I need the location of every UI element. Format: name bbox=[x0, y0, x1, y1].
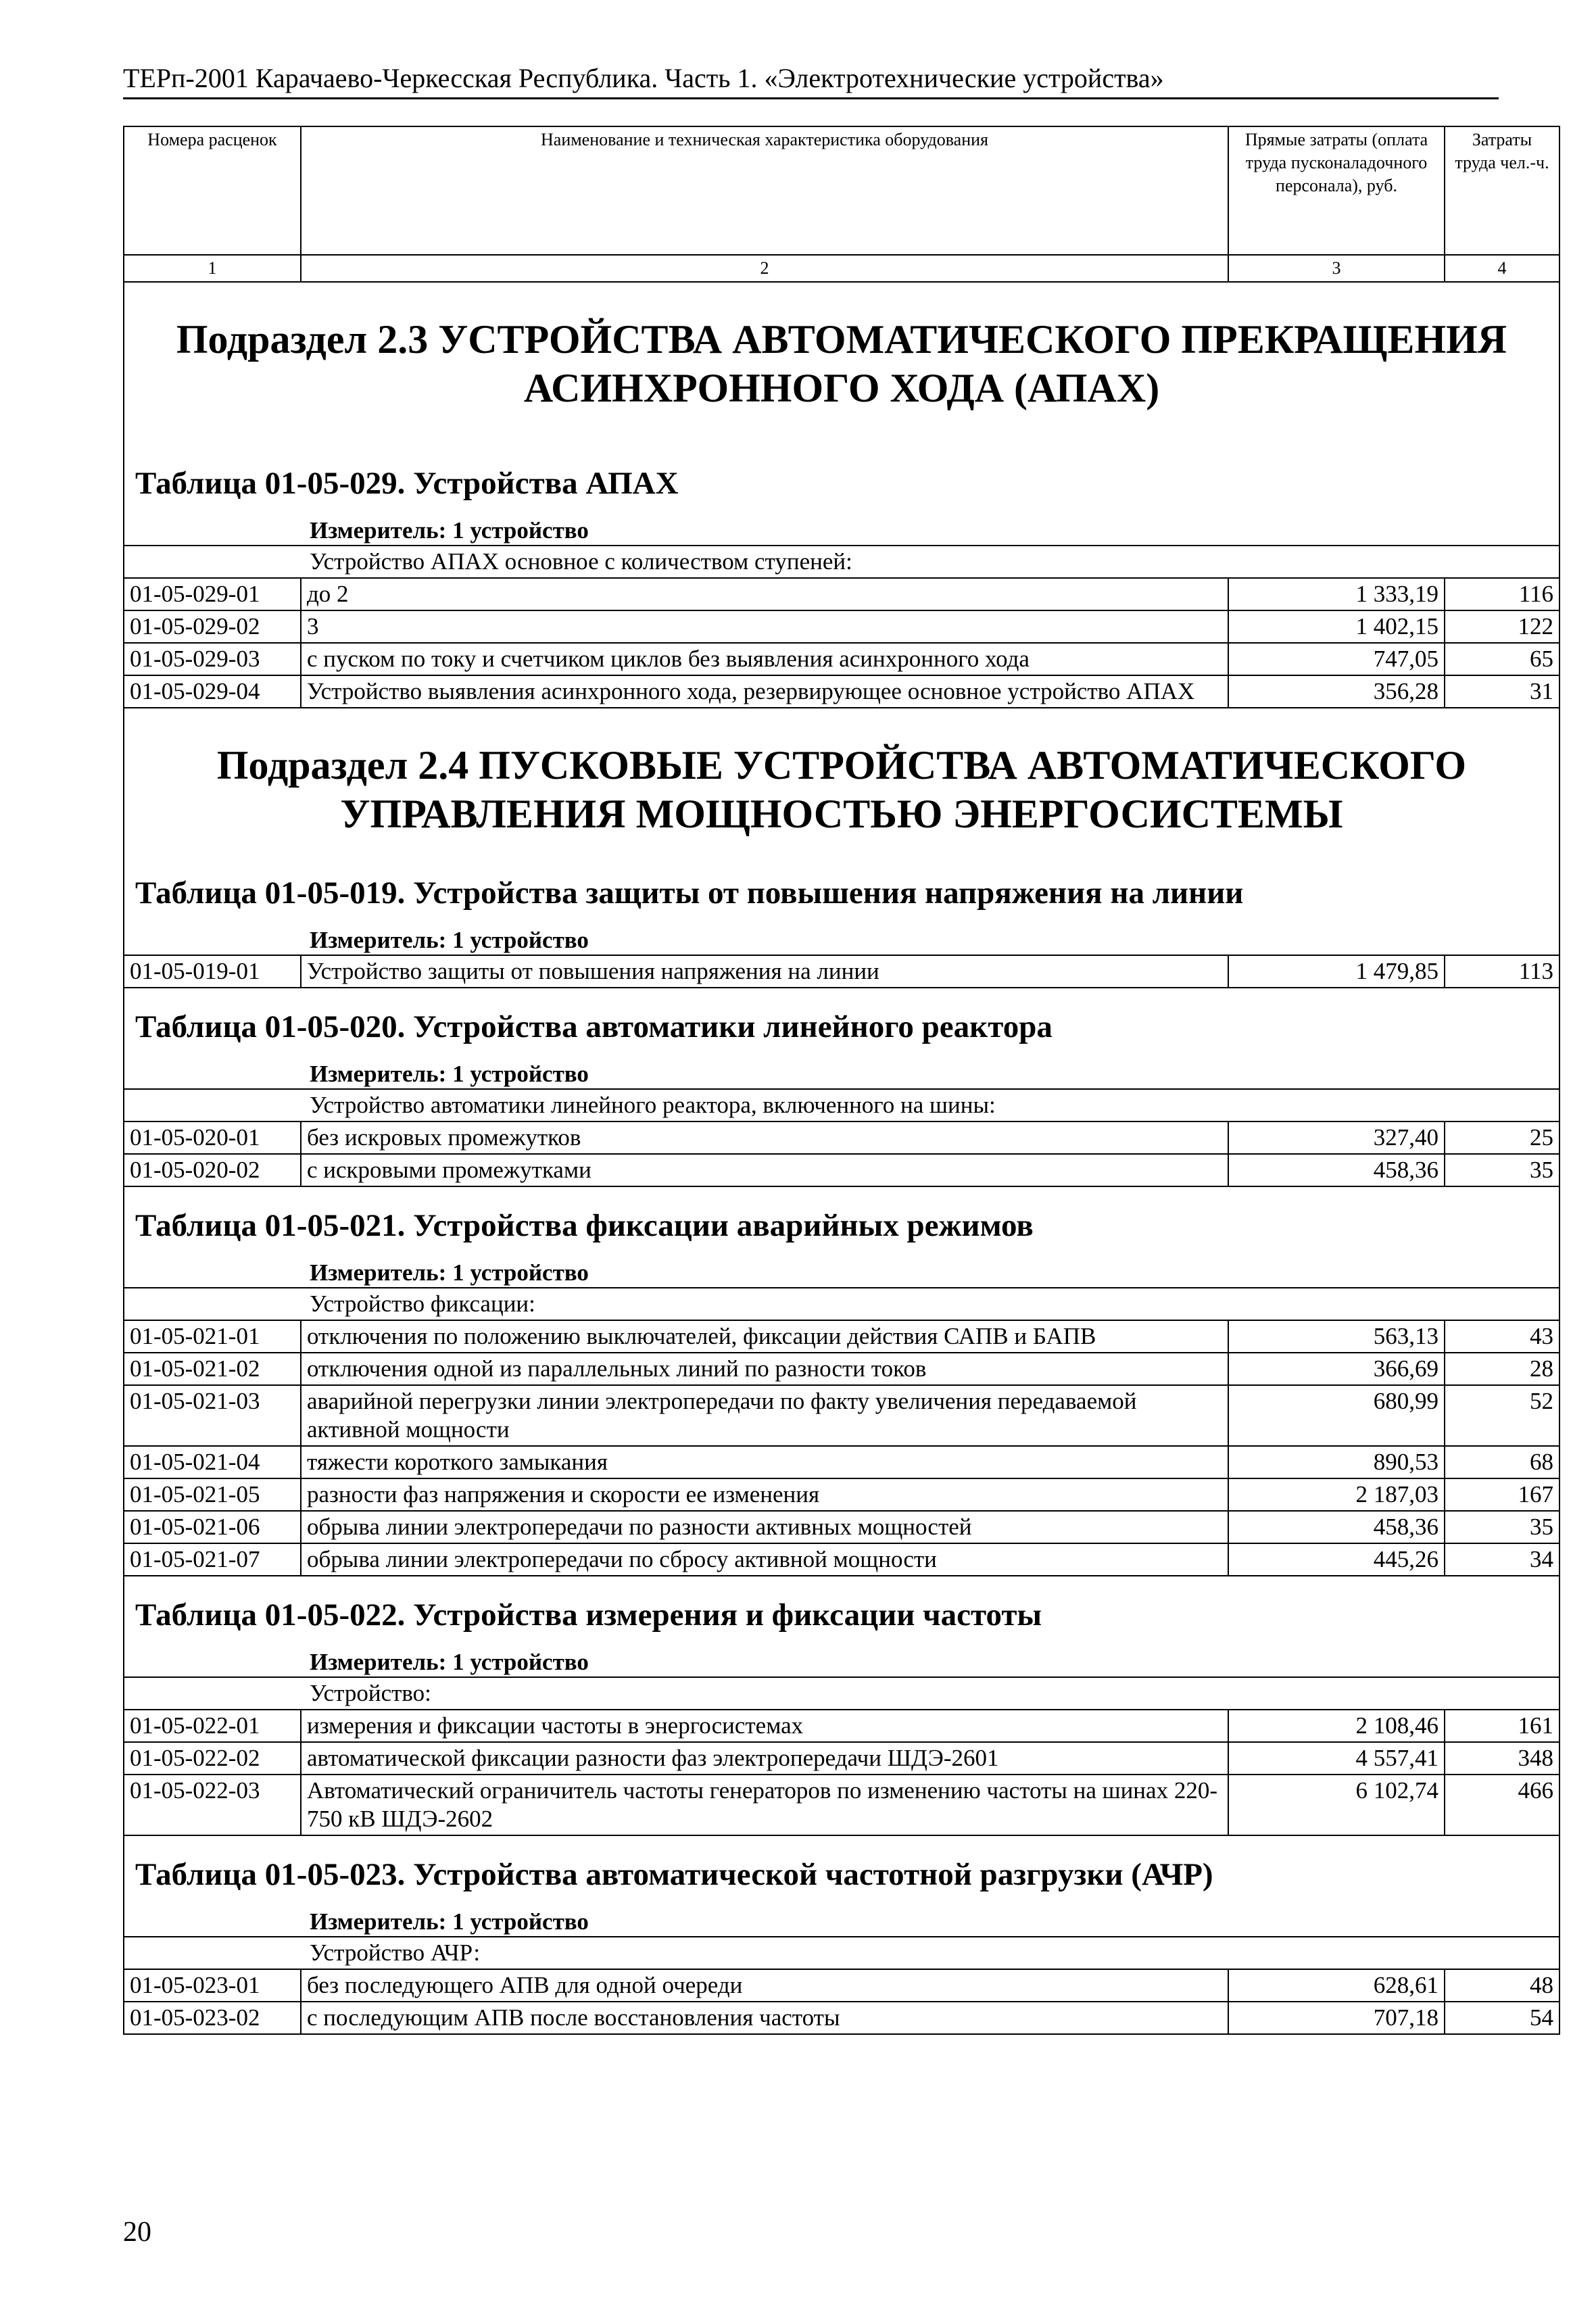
rate-name: с пуском по току и счетчиком циклов без выявления асинхронного хода bbox=[301, 643, 1228, 675]
measure-row bbox=[124, 926, 1559, 955]
group-row bbox=[124, 1288, 1559, 1320]
rate-code: 01-05-029-04 bbox=[124, 675, 301, 708]
rate-name: Устройство защиты от повышения напряжения на линии bbox=[301, 955, 1228, 988]
table-row bbox=[124, 578, 1559, 610]
rate-name: отключения одной из параллельных линий по разности токов bbox=[301, 1353, 1228, 1385]
table-title-row bbox=[124, 988, 1559, 1060]
rate-labor: 25 bbox=[1445, 1121, 1559, 1154]
rate-labor: 348 bbox=[1445, 1742, 1559, 1775]
section-title: Подраздел 2.4 ПУСКОВЫЕ УСТРОЙСТВА АВТОМАТИЧЕСКОГО УПРАВЛЕНИЯ МОЩНОСТЬЮ ЭНЕРГОСИСТЕМЫ bbox=[124, 708, 1559, 860]
rate-price: 458,36 bbox=[1228, 1511, 1445, 1543]
rate-name: 3 bbox=[301, 610, 1228, 643]
price-table bbox=[123, 126, 1560, 2035]
section-heading-row bbox=[124, 708, 1559, 860]
header-code: Номера расценок bbox=[124, 126, 301, 255]
measure-row bbox=[124, 1259, 1559, 1288]
section-heading-row bbox=[124, 282, 1559, 434]
rate-code: 01-05-023-01 bbox=[124, 1969, 301, 2002]
rate-price: 458,36 bbox=[1228, 1154, 1445, 1186]
table-title: Таблица 01-05-021. Устройства фиксации аварийных режимов bbox=[124, 1186, 1559, 1259]
measure-label: Измеритель: 1 устройство bbox=[310, 1908, 589, 1935]
rate-price: 356,28 bbox=[1228, 675, 1445, 708]
measure-label: Измеритель: 1 устройство bbox=[310, 927, 589, 953]
group-row bbox=[124, 1937, 1559, 1969]
rate-code: 01-05-019-01 bbox=[124, 955, 301, 988]
table-row bbox=[124, 1446, 1559, 1478]
table-title: Таблица 01-05-029. Устройства АПАХ bbox=[124, 434, 1559, 516]
table-row bbox=[124, 1154, 1559, 1186]
rate-price: 1 479,85 bbox=[1228, 955, 1445, 988]
rate-price: 563,13 bbox=[1228, 1320, 1445, 1353]
rate-price: 2 187,03 bbox=[1228, 1478, 1445, 1511]
table-row bbox=[124, 1775, 1559, 1835]
rate-code: 01-05-020-01 bbox=[124, 1121, 301, 1154]
rate-labor: 466 bbox=[1445, 1775, 1559, 1835]
table-row bbox=[124, 1385, 1559, 1446]
column-number: 4 bbox=[1445, 255, 1559, 282]
measure-label: Измеритель: 1 устройство bbox=[310, 1259, 589, 1286]
table-title-row bbox=[124, 1835, 1559, 1908]
price-table-document bbox=[123, 126, 1559, 2035]
table-row bbox=[124, 1478, 1559, 1511]
table-header-row bbox=[124, 126, 1559, 255]
rate-code: 01-05-022-01 bbox=[124, 1710, 301, 1742]
table-row bbox=[124, 1511, 1559, 1543]
rate-labor: 28 bbox=[1445, 1353, 1559, 1385]
rate-name: обрыва линии электропередачи по сбросу активной мощности bbox=[301, 1543, 1228, 1576]
rate-code: 01-05-029-01 bbox=[124, 578, 301, 610]
rate-code: 01-05-021-01 bbox=[124, 1320, 301, 1353]
rate-name: без последующего АПВ для одной очереди bbox=[301, 1969, 1228, 2002]
page-header: ТЕРп-2001 Карачаево-Черкесская Республика. Часть 1. «Электротехнические устройства» bbox=[123, 62, 1499, 99]
column-number: 3 bbox=[1228, 255, 1445, 282]
rate-price: 1 402,15 bbox=[1228, 610, 1445, 643]
group-label: Устройство фиксации: bbox=[124, 1288, 1559, 1320]
rate-code: 01-05-021-05 bbox=[124, 1478, 301, 1511]
group-label: Устройство АПАХ основное с количеством ступеней: bbox=[124, 546, 1559, 578]
table-row bbox=[124, 643, 1559, 675]
rate-code: 01-05-021-02 bbox=[124, 1353, 301, 1385]
rate-price: 445,26 bbox=[1228, 1543, 1445, 1576]
rate-name: с последующим АПВ после восстановления частоты bbox=[301, 2002, 1228, 2034]
table-row bbox=[124, 1320, 1559, 1353]
rate-price: 890,53 bbox=[1228, 1446, 1445, 1478]
table-title-row bbox=[124, 860, 1559, 926]
rate-code: 01-05-022-03 bbox=[124, 1775, 301, 1835]
header-price: Прямые затраты (оплата труда пусконаладочного персонала), руб. bbox=[1228, 126, 1445, 255]
rate-price: 680,99 bbox=[1228, 1385, 1445, 1446]
rate-name: тяжести короткого замыкания bbox=[301, 1446, 1228, 1478]
table-row bbox=[124, 1742, 1559, 1775]
rate-name: аварийной перегрузки линии электропередачи по факту увеличения передаваемой активной мощности bbox=[301, 1385, 1228, 1446]
rate-name: обрыва линии электропередачи по разности активных мощностей bbox=[301, 1511, 1228, 1543]
rate-labor: 68 bbox=[1445, 1446, 1559, 1478]
measure-label: Измеритель: 1 устройство bbox=[310, 1649, 589, 1675]
table-row bbox=[124, 1969, 1559, 2002]
rate-labor: 122 bbox=[1445, 610, 1559, 643]
rate-labor: 65 bbox=[1445, 643, 1559, 675]
table-title-row bbox=[124, 1576, 1559, 1648]
table-row bbox=[124, 1543, 1559, 1576]
rate-price: 4 557,41 bbox=[1228, 1742, 1445, 1775]
rate-name: Автоматический ограничитель частоты генераторов по изменению частоты на шинах 220-750 кВ ШДЭ-2602 bbox=[301, 1775, 1228, 1835]
rate-labor: 35 bbox=[1445, 1511, 1559, 1543]
rate-name: до 2 bbox=[301, 578, 1228, 610]
rate-code: 01-05-021-07 bbox=[124, 1543, 301, 1576]
rate-labor: 54 bbox=[1445, 2002, 1559, 2034]
rate-labor: 31 bbox=[1445, 675, 1559, 708]
measure-row bbox=[124, 1648, 1559, 1677]
column-number-row bbox=[124, 255, 1559, 282]
table-row bbox=[124, 1710, 1559, 1742]
section-title: Подраздел 2.3 УСТРОЙСТВА АВТОМАТИЧЕСКОГО ПРЕКРАЩЕНИЯ АСИНХРОННОГО ХОДА (АПАХ) bbox=[124, 282, 1559, 434]
page-number: 20 bbox=[123, 2217, 151, 2248]
table-title: Таблица 01-05-020. Устройства автоматики линейного реактора bbox=[124, 988, 1559, 1060]
measure-row bbox=[124, 1908, 1559, 1937]
table-title: Таблица 01-05-019. Устройства защиты от повышения напряжения на линии bbox=[124, 860, 1559, 926]
rate-code: 01-05-020-02 bbox=[124, 1154, 301, 1186]
rate-code: 01-05-022-02 bbox=[124, 1742, 301, 1775]
rate-labor: 161 bbox=[1445, 1710, 1559, 1742]
rate-name: автоматической фиксации разности фаз электропередачи ШДЭ-2601 bbox=[301, 1742, 1228, 1775]
measure-row bbox=[124, 1060, 1559, 1089]
table-row bbox=[124, 610, 1559, 643]
table-title-row bbox=[124, 434, 1559, 516]
table-title-row bbox=[124, 1186, 1559, 1259]
rate-name: без искровых промежутков bbox=[301, 1121, 1228, 1154]
rate-code: 01-05-021-06 bbox=[124, 1511, 301, 1543]
rate-labor: 113 bbox=[1445, 955, 1559, 988]
table-row bbox=[124, 955, 1559, 988]
rate-name: разности фаз напряжения и скорости ее изменения bbox=[301, 1478, 1228, 1511]
rate-price: 707,18 bbox=[1228, 2002, 1445, 2034]
group-label: Устройство АЧР: bbox=[124, 1937, 1559, 1969]
rate-labor: 167 bbox=[1445, 1478, 1559, 1511]
rate-price: 747,05 bbox=[1228, 643, 1445, 675]
rate-labor: 34 bbox=[1445, 1543, 1559, 1576]
column-number: 1 bbox=[124, 255, 301, 282]
rate-labor: 43 bbox=[1445, 1320, 1559, 1353]
rate-name: отключения по положению выключателей, фиксации действия САПВ и БАПВ bbox=[301, 1320, 1228, 1353]
rate-code: 01-05-021-03 bbox=[124, 1385, 301, 1446]
rate-name: Устройство выявления асинхронного хода, резервирующее основное устройство АПАХ bbox=[301, 675, 1228, 708]
header-name: Наименование и техническая характеристика оборудования bbox=[301, 126, 1228, 255]
measure-label: Измеритель: 1 устройство bbox=[310, 1061, 589, 1087]
rate-price: 628,61 bbox=[1228, 1969, 1445, 2002]
rate-name: измерения и фиксации частоты в энергосистемах bbox=[301, 1710, 1228, 1742]
table-row bbox=[124, 1353, 1559, 1385]
table-title: Таблица 01-05-023. Устройства автоматической частотной разгрузки (АЧР) bbox=[124, 1835, 1559, 1908]
rate-code: 01-05-029-03 bbox=[124, 643, 301, 675]
rate-code: 01-05-021-04 bbox=[124, 1446, 301, 1478]
column-number: 2 bbox=[301, 255, 1228, 282]
rate-labor: 35 bbox=[1445, 1154, 1559, 1186]
group-label: Устройство: bbox=[124, 1677, 1559, 1710]
rate-name: с искровыми промежутками bbox=[301, 1154, 1228, 1186]
measure-row bbox=[124, 516, 1559, 546]
group-label: Устройство автоматики линейного реактора, включенного на шины: bbox=[124, 1089, 1559, 1121]
group-row bbox=[124, 1677, 1559, 1710]
rate-price: 366,69 bbox=[1228, 1353, 1445, 1385]
rate-price: 2 108,46 bbox=[1228, 1710, 1445, 1742]
rate-price: 327,40 bbox=[1228, 1121, 1445, 1154]
header-labor: Затраты труда чел.-ч. bbox=[1445, 126, 1559, 255]
table-row bbox=[124, 675, 1559, 708]
table-row bbox=[124, 1121, 1559, 1154]
rate-labor: 52 bbox=[1445, 1385, 1559, 1446]
group-row bbox=[124, 1089, 1559, 1121]
measure-label: Измеритель: 1 устройство bbox=[310, 517, 589, 544]
table-row bbox=[124, 2002, 1559, 2034]
rate-labor: 48 bbox=[1445, 1969, 1559, 2002]
group-row bbox=[124, 546, 1559, 578]
table-title: Таблица 01-05-022. Устройства измерения и фиксации частоты bbox=[124, 1576, 1559, 1648]
rate-price: 1 333,19 bbox=[1228, 578, 1445, 610]
rate-price: 6 102,74 bbox=[1228, 1775, 1445, 1835]
rate-labor: 116 bbox=[1445, 578, 1559, 610]
rate-code: 01-05-029-02 bbox=[124, 610, 301, 643]
rate-code: 01-05-023-02 bbox=[124, 2002, 301, 2034]
